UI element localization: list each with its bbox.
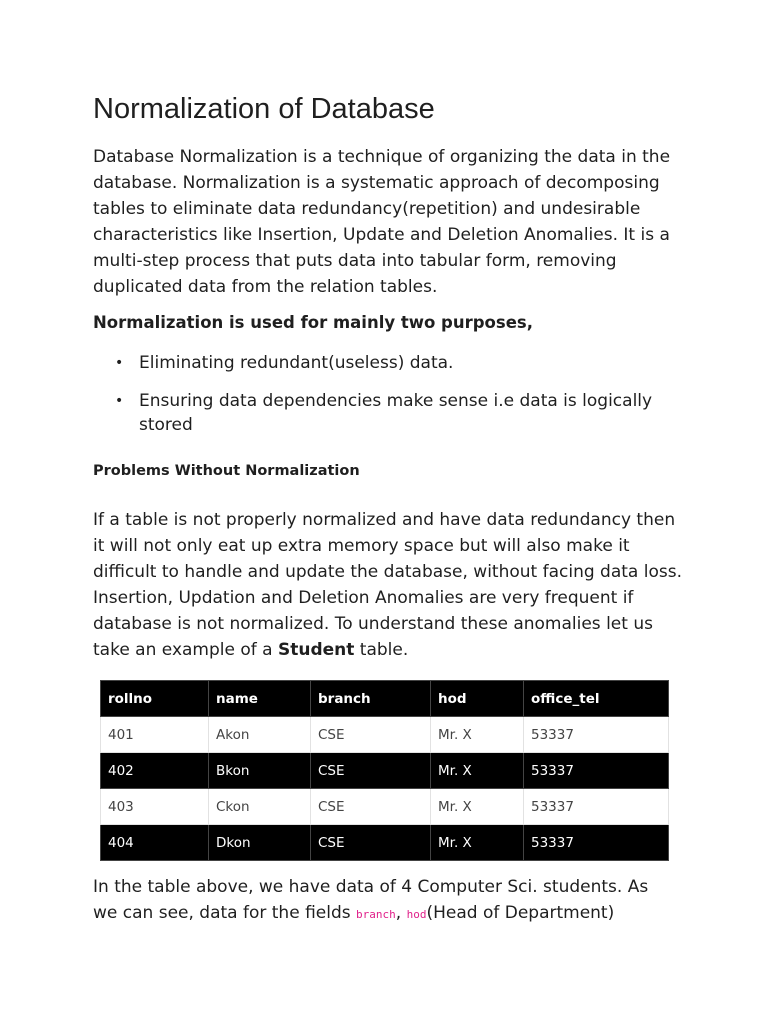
bullet-icon: • [115, 355, 124, 371]
cell-hod: Mr. X [431, 789, 524, 825]
header-office-tel: office_tel [524, 681, 669, 717]
student-table [100, 680, 669, 861]
problems-heading: Problems Without Normalization [93, 463, 360, 479]
header-rollno: rollno [101, 681, 209, 717]
cell-branch: CSE [311, 717, 431, 753]
header-hod: hod [431, 681, 524, 717]
closing-text-end: (Head of Department) [426, 903, 615, 923]
cell-hod: Mr. X [431, 825, 524, 861]
cell-branch: CSE [311, 789, 431, 825]
code-branch: branch [356, 908, 396, 921]
closing-paragraph [93, 874, 677, 928]
problems-text-end: table. [354, 640, 409, 660]
list-item-text: Eliminating redundant(useless) data. [139, 353, 454, 373]
page-title: Normalization of Database [93, 93, 435, 125]
table-row [101, 753, 669, 789]
table-row [101, 825, 669, 861]
list-item-text: Ensuring data dependencies make sense i.e data is logically stored [139, 391, 653, 435]
list-item [93, 351, 677, 375]
cell-hod: Mr. X [431, 717, 524, 753]
bullet-icon: • [115, 393, 124, 409]
purposes-heading: Normalization is used for mainly two purposes, [93, 313, 533, 332]
cell-rollno: 404 [101, 825, 209, 861]
cell-branch: CSE [311, 825, 431, 861]
cell-hod: Mr. X [431, 753, 524, 789]
cell-office-tel: 53337 [524, 753, 669, 789]
code-hod: hod [406, 908, 427, 921]
table-row [101, 789, 669, 825]
cell-rollno: 403 [101, 789, 209, 825]
header-name: name [209, 681, 311, 717]
problems-paragraph [93, 507, 683, 663]
cell-rollno: 402 [101, 753, 209, 789]
list-item [93, 389, 677, 437]
cell-office-tel: 53337 [524, 717, 669, 753]
header-branch: branch [311, 681, 431, 717]
intro-paragraph: Database Normalization is a technique of organizing the data in the database. Normalization is a systematic approach of decomposing tables to eliminate data redundancy(repetition) and undesirable characteristics like Insertion, Update and Deletion Anomalies. It is a multi-step process that puts data into tabular form, removing duplicated data from the relation tables. [93, 147, 671, 297]
cell-name: Dkon [209, 825, 311, 861]
student-bold: Student [277, 640, 355, 660]
cell-office-tel: 53337 [524, 825, 669, 861]
cell-office-tel: 53337 [524, 789, 669, 825]
table-row [101, 717, 669, 753]
closing-text: In the table above, we have data of 4 Computer Sci. students. As we can see, data for the fields [93, 877, 649, 923]
cell-name: Ckon [209, 789, 311, 825]
cell-name: Bkon [209, 753, 311, 789]
table-header-row [101, 681, 669, 717]
purposes-list [93, 351, 677, 451]
cell-name: Akon [209, 717, 311, 753]
closing-separator: , [395, 903, 407, 923]
cell-branch: CSE [311, 753, 431, 789]
problems-text: If a table is not properly normalized and have data redundancy then it will not only eat up extra memory space but will also make it difficult to handle and update the database, without facing data loss. Insertion, Updation and Deletion Anomalies are very frequent if database is not normalized. To understand these anomalies let us take an example of a [93, 510, 682, 660]
cell-rollno: 401 [101, 717, 209, 753]
